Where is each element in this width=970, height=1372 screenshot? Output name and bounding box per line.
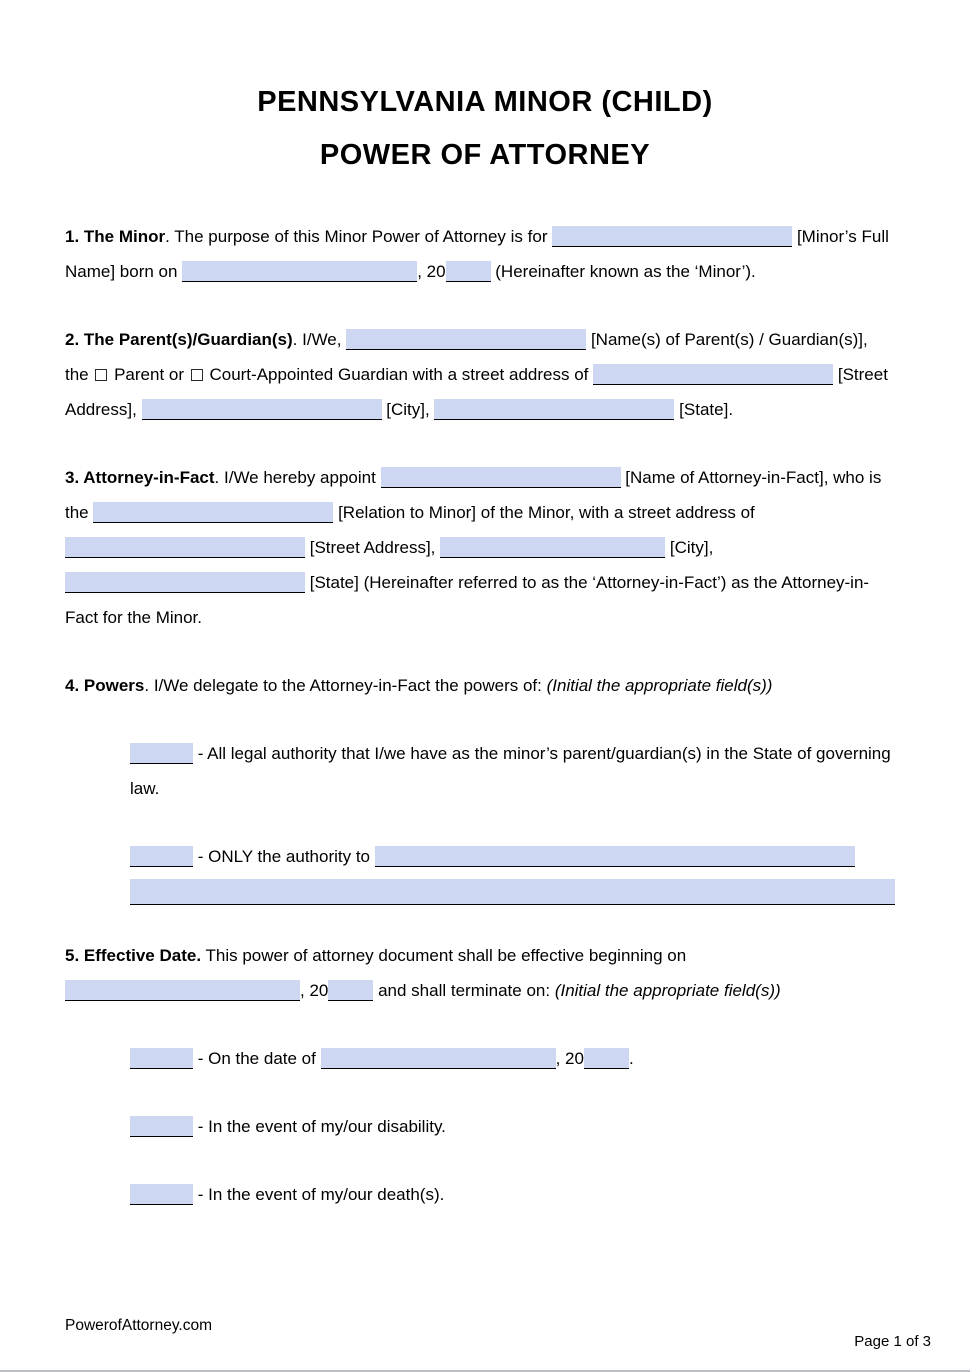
text-segment: [City],: [381, 400, 435, 419]
section-5-heading: 5. Effective Date.: [65, 946, 202, 965]
text-segment: - All legal authority that I/we have as the minor’s parent/guardian(s) in the State of governing law.: [130, 744, 891, 798]
section-1-heading: 1. The Minor: [65, 227, 166, 246]
section-1-minor: [65, 219, 895, 289]
section-4-heading: 4. Powers: [65, 676, 145, 695]
attorney-in-fact-city-field[interactable]: [440, 537, 665, 558]
effective-begin-date-field[interactable]: [65, 980, 300, 1001]
terminate-disability-initials-field[interactable]: [130, 1116, 193, 1137]
text-segment: [State] (Hereinafter referred to as the ‘Attorney-in-Fact’) as the Attorney-in-Fact for the Minor.: [65, 573, 870, 627]
document-title: [0, 0, 970, 182]
minor-birth-year-field[interactable]: [446, 261, 491, 282]
section-3-attorney-in-fact: [65, 460, 895, 635]
powers-only-authority-item: [130, 839, 895, 905]
court-appointed-guardian-checkbox[interactable]: [191, 369, 203, 381]
initial-note: (Initial the appropriate field(s)): [546, 676, 773, 695]
initial-note: (Initial the appropriate field(s)): [554, 981, 781, 1000]
parent-checkbox[interactable]: [95, 369, 107, 381]
powers-only-initials-field[interactable]: [130, 846, 193, 867]
effective-begin-year-field[interactable]: [328, 980, 373, 1001]
text-segment: . The purpose of this Minor Power of Attorney is for: [165, 227, 553, 246]
terminate-disability-item: [130, 1109, 895, 1144]
text-segment: - In the event of my/our disability.: [193, 1117, 446, 1136]
text-segment: Court-Appointed Guardian with a street address of: [204, 365, 594, 384]
footer-page-number: Page 1 of 3: [854, 1333, 931, 1350]
terminate-year-field[interactable]: [584, 1048, 629, 1069]
text-segment: This power of attorney document shall be effective beginning on: [201, 946, 687, 965]
parent-city-field[interactable]: [142, 399, 382, 420]
text-segment: . I/We hereby appoint: [214, 468, 381, 487]
powers-all-authority-item: [130, 736, 895, 806]
terminate-death-item: [130, 1177, 895, 1212]
text-segment: , 20: [300, 981, 329, 1000]
section-2-heading: 2. The Parent(s)/Guardian(s): [65, 330, 293, 349]
authority-description-line1-field[interactable]: [375, 846, 855, 867]
text-segment: - On the date of: [193, 1049, 321, 1068]
terminate-death-initials-field[interactable]: [130, 1184, 193, 1205]
text-segment: , 20: [555, 1049, 584, 1068]
parent-state-field[interactable]: [434, 399, 674, 420]
minor-birth-date-field[interactable]: [182, 261, 417, 282]
attorney-in-fact-name-field[interactable]: [381, 467, 621, 488]
footer-site-name: PowerofAttorney.com: [65, 1317, 213, 1334]
text-segment: .: [628, 1049, 634, 1068]
parent-street-address-field[interactable]: [593, 364, 833, 385]
section-5-effective-date: [65, 938, 895, 1008]
attorney-in-fact-state-field[interactable]: [65, 572, 305, 593]
attorney-in-fact-relation-field[interactable]: [93, 502, 333, 523]
text-segment: [City],: [665, 538, 714, 557]
section-2-parents-guardians: [65, 322, 895, 427]
terminate-date-initials-field[interactable]: [130, 1048, 193, 1069]
title-line-1: PENNSYLVANIA MINOR (CHILD): [257, 86, 713, 118]
text-segment: , 20: [417, 262, 446, 281]
text-segment: [Name(s) of Parent(s) / Guardian(s)], the: [65, 330, 868, 384]
text-segment: [Street Address],: [305, 538, 441, 557]
powers-all-initials-field[interactable]: [130, 743, 193, 764]
attorney-in-fact-street-address-field[interactable]: [65, 537, 305, 558]
text-segment: [Minor’s Full Name] born on: [65, 227, 889, 281]
terminate-date-field[interactable]: [321, 1048, 556, 1069]
text-segment: (Hereinafter known as the ‘Minor’).: [490, 262, 756, 281]
authority-description-line2-field[interactable]: [130, 879, 895, 905]
text-segment: [State].: [674, 400, 734, 419]
text-segment: [Name of Attorney-in-Fact], who is the: [65, 468, 882, 522]
section-4-powers: [65, 668, 895, 703]
form-body: [0, 219, 970, 1212]
minor-full-name-field[interactable]: [552, 226, 792, 247]
text-segment: and shall terminate on:: [373, 981, 555, 1000]
section-3-heading: 3. Attorney-in-Fact: [65, 468, 215, 487]
text-segment: [Relation to Minor] of the Minor, with a street address of: [333, 503, 755, 522]
text-segment: - ONLY the authority to: [193, 847, 375, 866]
text-segment: . I/We,: [292, 330, 347, 349]
text-segment: . I/We delegate to the Attorney-in-Fact the powers of:: [144, 676, 547, 695]
text-segment: Parent or: [109, 365, 189, 384]
parent-guardian-names-field[interactable]: [346, 329, 586, 350]
terminate-on-date-item: [130, 1041, 895, 1076]
text-segment: [Street Address],: [65, 365, 888, 419]
text-segment: - In the event of my/our death(s).: [193, 1185, 445, 1204]
title-line-2: POWER OF ATTORNEY: [319, 139, 651, 171]
